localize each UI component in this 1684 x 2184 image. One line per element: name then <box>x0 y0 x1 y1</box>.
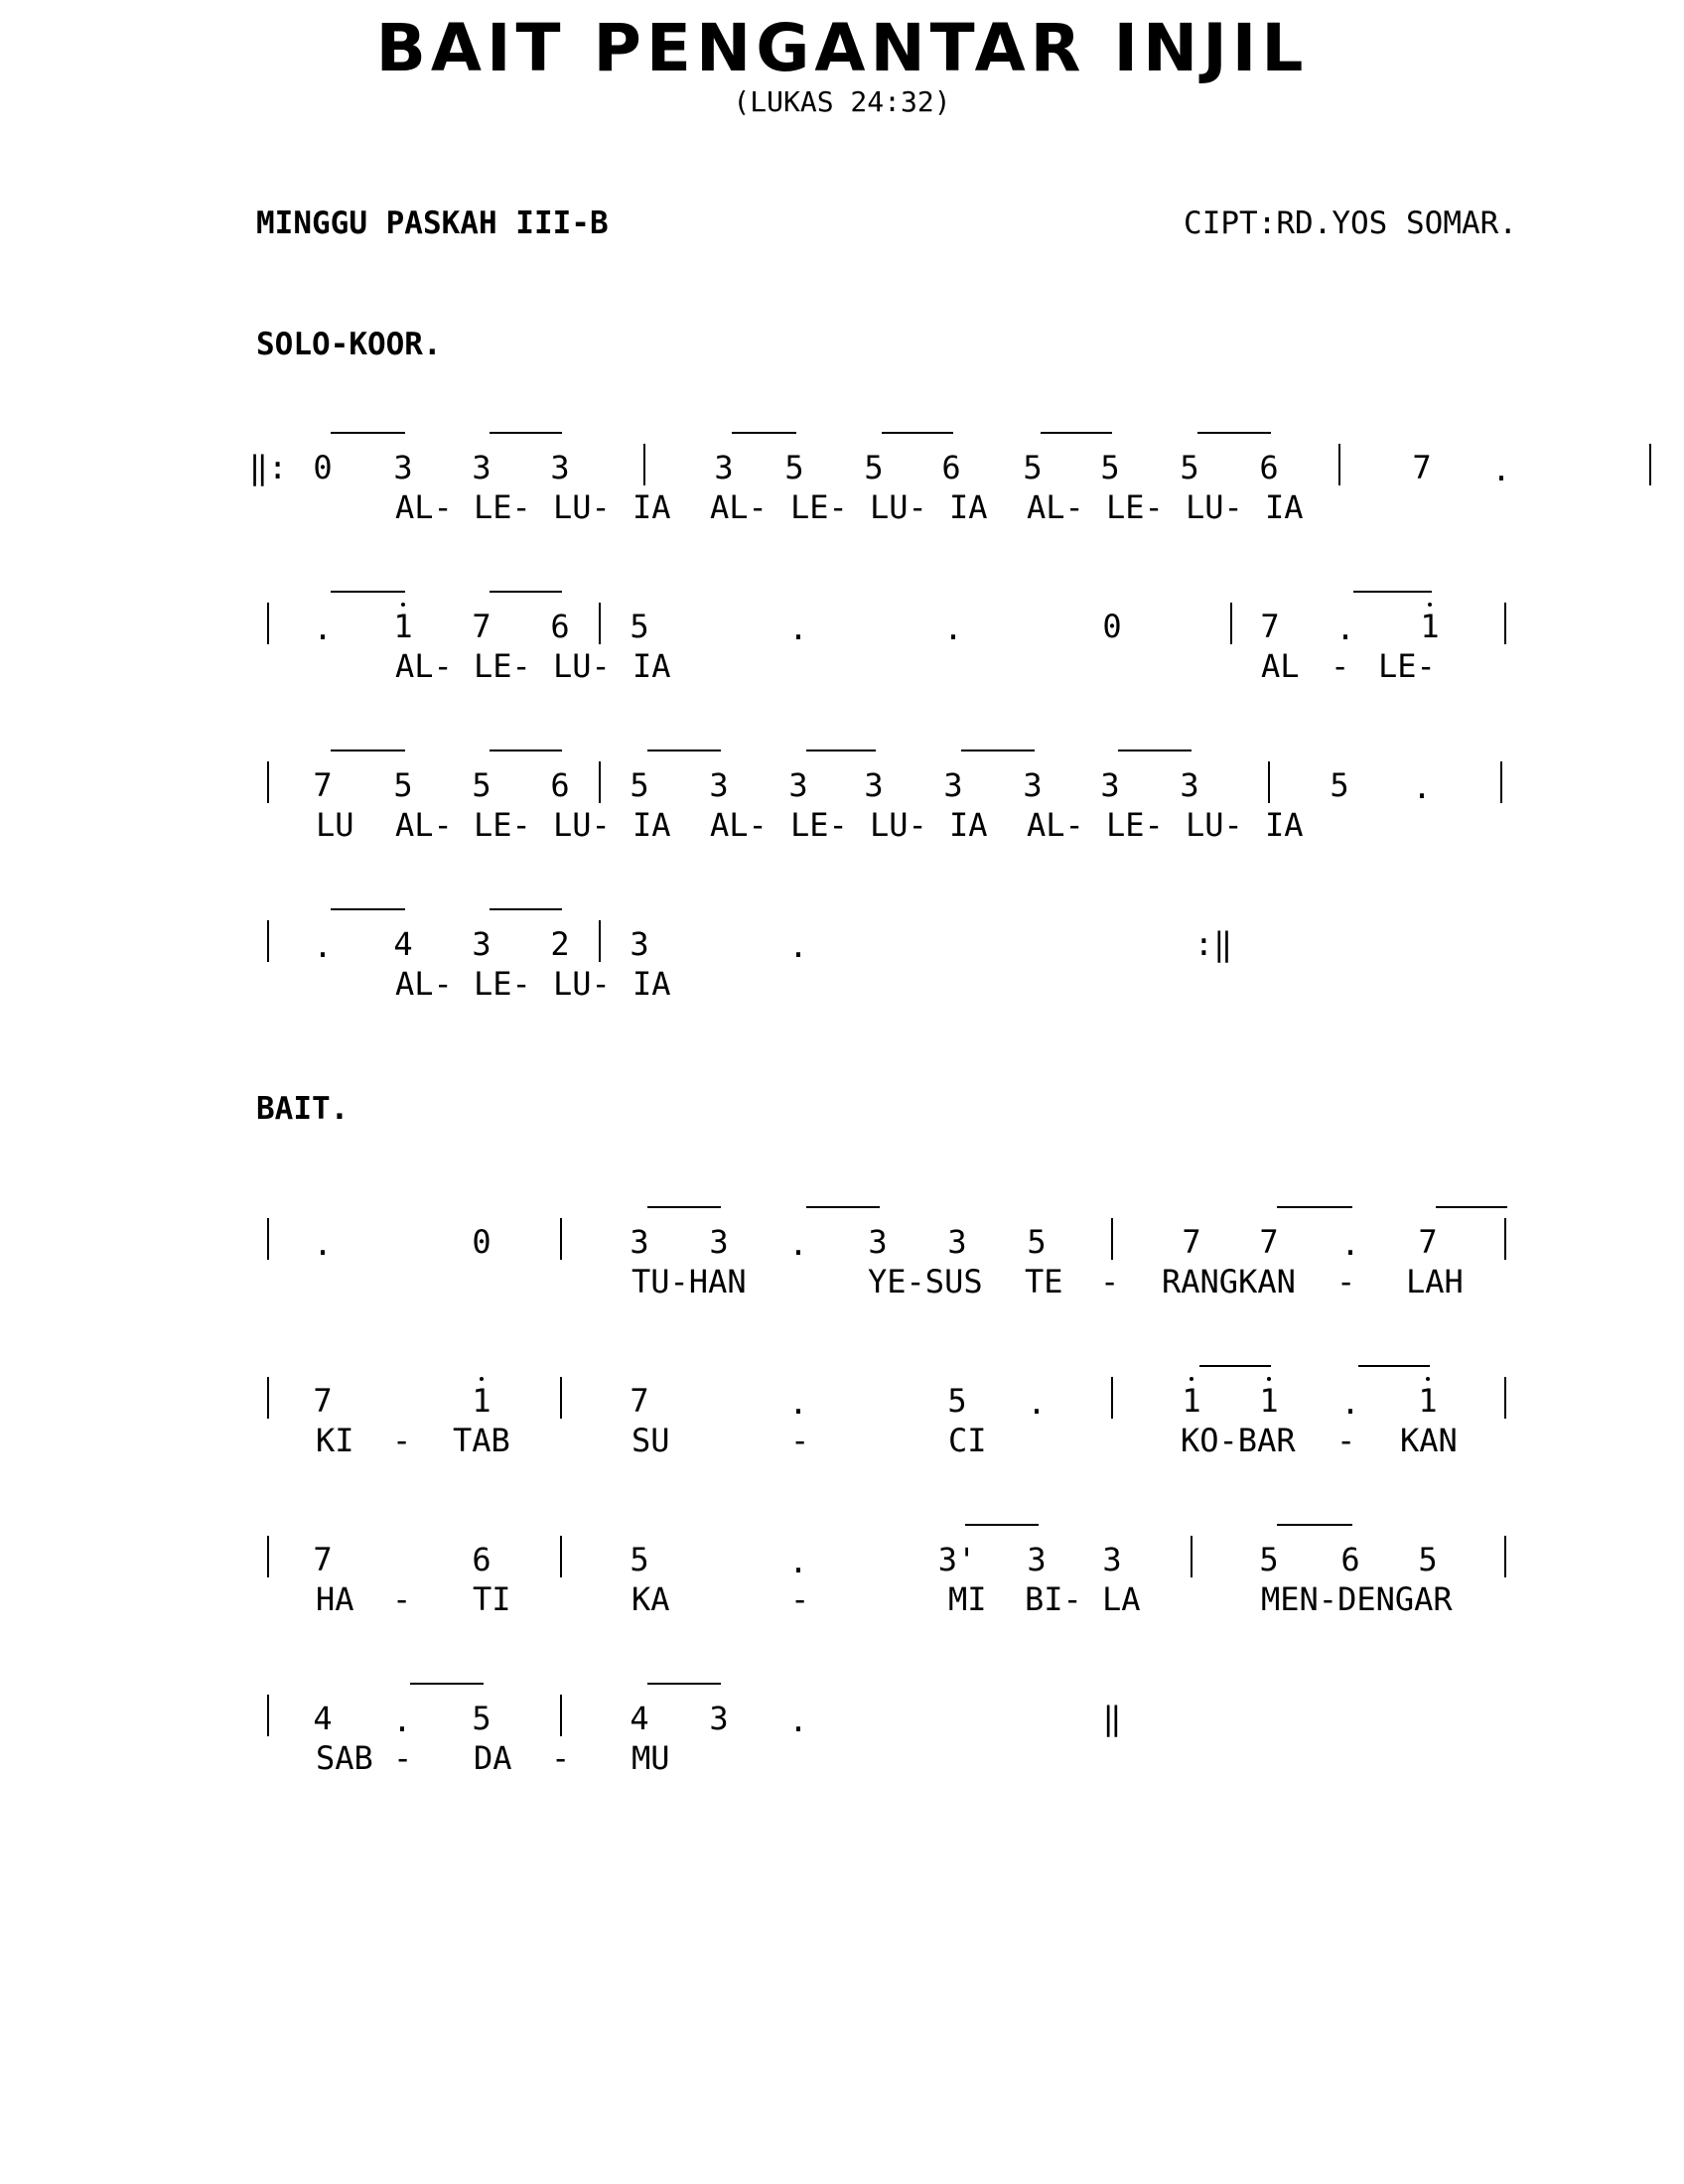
note: 3 <box>1027 1541 1047 1578</box>
lyric-syllable: - <box>790 1422 810 1459</box>
note: 3 <box>943 766 963 804</box>
note: 6 <box>472 1541 491 1578</box>
barline <box>267 603 269 644</box>
lyric-syllable: LE- <box>474 647 531 685</box>
barline <box>267 1377 269 1419</box>
octave-dot <box>401 603 405 607</box>
lyric-syllable: - <box>1100 1263 1120 1300</box>
barline <box>643 444 645 485</box>
lyric-syllable: MEN-DENGAR <box>1261 1580 1453 1618</box>
note: 5 <box>864 449 884 486</box>
note: 3 <box>868 1223 888 1261</box>
note: 1 <box>393 608 413 645</box>
lyric-syllable: SU <box>632 1422 670 1459</box>
repeat-sign: ‖ <box>1102 1700 1122 1737</box>
lyric-syllable: IA <box>949 488 988 526</box>
note: 3 <box>1102 1541 1122 1578</box>
note: . <box>788 927 808 965</box>
note: 1 <box>1259 1382 1279 1420</box>
barline <box>267 1218 269 1260</box>
note: . <box>788 1543 808 1580</box>
note: 3' <box>937 1541 977 1578</box>
note: 3 <box>1100 766 1120 804</box>
lyric-syllable: AL- <box>1027 488 1084 526</box>
lyric-syllable: - <box>393 1739 413 1777</box>
note: 4 <box>313 1700 333 1737</box>
lyric-syllable: LE- <box>1378 647 1436 685</box>
note: 3 <box>550 449 570 486</box>
barline <box>599 603 601 644</box>
octave-dot <box>1426 1377 1430 1381</box>
note: 5 <box>1180 449 1199 486</box>
section-label-bait: BAIT. <box>256 1091 350 1127</box>
note: 3 <box>472 925 491 963</box>
note: 5 <box>784 449 804 486</box>
repeat-sign: ‖: <box>248 449 288 486</box>
lyric-syllable: LE- <box>1106 488 1164 526</box>
lyric-syllable: AL- <box>710 806 768 844</box>
beam-line <box>1436 1206 1507 1208</box>
note: 1 <box>472 1382 491 1420</box>
lyric-syllable: HA <box>316 1580 354 1618</box>
lyric-syllable: IA <box>632 647 671 685</box>
note: . <box>1335 610 1355 647</box>
beam-line <box>331 750 405 751</box>
lyric-syllable: KI <box>316 1422 354 1459</box>
lyric-syllable: SAB <box>316 1739 373 1777</box>
note: 3 <box>472 449 491 486</box>
note: 0 <box>472 1223 491 1261</box>
lyric-syllable: LE- <box>474 965 531 1003</box>
beam-line <box>1199 1365 1271 1367</box>
note: . <box>788 1384 808 1422</box>
note: 5 <box>630 608 649 645</box>
lyric-syllable: RANGKAN <box>1162 1263 1296 1300</box>
note: . <box>788 610 808 647</box>
note: . <box>1340 1384 1360 1422</box>
lyric-syllable: LU- <box>553 647 611 685</box>
octave-dot <box>480 1377 484 1381</box>
barline <box>267 920 269 962</box>
barline <box>1191 1536 1193 1577</box>
barline <box>1504 1536 1506 1577</box>
beam-line <box>1358 1365 1430 1367</box>
beam-line <box>1277 1524 1352 1526</box>
lyric-syllable: LU- <box>870 806 927 844</box>
note: 3 <box>788 766 808 804</box>
barline <box>267 1536 269 1577</box>
note: 7 <box>1418 1223 1438 1261</box>
octave-dot <box>1428 603 1432 607</box>
note: 5 <box>630 766 649 804</box>
note: 2 <box>550 925 570 963</box>
note: 5 <box>1100 449 1120 486</box>
lyric-syllable: LE- <box>474 806 531 844</box>
lyric-syllable: AL- <box>395 965 453 1003</box>
lyric-syllable: LU- <box>553 965 611 1003</box>
lyric-syllable: TAB <box>453 1422 510 1459</box>
barline <box>599 920 601 962</box>
note: . <box>313 610 333 647</box>
note: . <box>1412 768 1432 806</box>
lyric-syllable: KA <box>632 1580 670 1618</box>
note: 7 <box>472 608 491 645</box>
lyric-syllable: TI <box>473 1580 511 1618</box>
note: 7 <box>630 1382 649 1420</box>
note: 3 <box>709 766 729 804</box>
barline <box>1230 603 1232 644</box>
beam-line <box>806 750 876 751</box>
lyric-syllable: AL <box>1261 647 1300 685</box>
note: 3 <box>864 766 884 804</box>
note: . <box>788 1702 808 1739</box>
lyric-syllable: LE- <box>1106 806 1164 844</box>
barline <box>560 1377 562 1419</box>
beam-line <box>1197 432 1271 434</box>
note: 7 <box>313 766 333 804</box>
note: 0 <box>1102 608 1122 645</box>
note: 4 <box>393 925 413 963</box>
repeat-sign: :‖ <box>1193 925 1233 963</box>
beam-line <box>410 1683 484 1685</box>
barline <box>1111 1377 1113 1419</box>
beam-line <box>647 1206 721 1208</box>
note: 6 <box>941 449 961 486</box>
lyric-syllable: - <box>392 1422 412 1459</box>
lyric-syllable: LE- <box>790 806 848 844</box>
barline <box>1649 444 1651 485</box>
note: 1 <box>1418 1382 1438 1420</box>
note: 7 <box>1259 1223 1279 1261</box>
note: 6 <box>1259 449 1279 486</box>
lyric-syllable: KO-BAR <box>1181 1422 1296 1459</box>
lyric-syllable: IA <box>1265 806 1304 844</box>
beam-line <box>490 432 562 434</box>
lyric-syllable: IA <box>1265 488 1304 526</box>
barline <box>599 761 601 803</box>
note: . <box>788 1225 808 1263</box>
lyric-syllable: AL- <box>1027 806 1084 844</box>
barline <box>560 1536 562 1577</box>
barline <box>1504 1218 1506 1260</box>
beam-line <box>490 591 562 593</box>
note: 6 <box>550 766 570 804</box>
beam-line <box>1041 432 1112 434</box>
note: 4 <box>630 1700 649 1737</box>
note: 3 <box>947 1223 967 1261</box>
note: 7 <box>313 1541 333 1578</box>
note: 3 <box>630 925 649 963</box>
note: 5 <box>1418 1541 1438 1578</box>
note: . <box>392 1702 412 1739</box>
octave-dot <box>1190 1377 1193 1381</box>
lyric-syllable: LU- <box>553 488 611 526</box>
note: 6 <box>550 608 570 645</box>
lyric-syllable: LU- <box>1186 488 1243 526</box>
liturgical-occasion: MINGGU PASKAH III-B <box>256 205 609 241</box>
note: 7 <box>1260 608 1280 645</box>
note: 0 <box>313 449 333 486</box>
lyric-syllable: - <box>790 1580 810 1618</box>
note: 3 <box>393 449 413 486</box>
barline <box>560 1695 562 1736</box>
note: 5 <box>393 766 413 804</box>
lyric-syllable: AL- <box>395 647 453 685</box>
barline <box>1111 1218 1113 1260</box>
note: . <box>313 1225 333 1263</box>
scripture-reference: (LUKAS 24:32) <box>733 85 951 118</box>
lyric-syllable: LE- <box>474 488 531 526</box>
lyric-syllable: DA <box>474 1739 512 1777</box>
lyric-syllable: - <box>1336 1263 1356 1300</box>
note: 3 <box>1180 766 1199 804</box>
song-title: BAIT PENGANTAR INJIL <box>375 10 1309 86</box>
note: . <box>313 927 333 965</box>
note: 5 <box>630 1541 649 1578</box>
lyric-syllable: LU- <box>553 806 611 844</box>
note: 3 <box>709 1223 729 1261</box>
barline <box>267 761 269 803</box>
beam-line <box>331 908 405 910</box>
note: . <box>1027 1384 1047 1422</box>
beam-line <box>882 432 953 434</box>
lyric-syllable: - <box>392 1580 412 1618</box>
lyric-syllable: LE- <box>790 488 848 526</box>
note: 5 <box>472 766 491 804</box>
lyric-syllable: - <box>1331 647 1350 685</box>
lyric-syllable: LA <box>1102 1580 1141 1618</box>
note: 5 <box>472 1700 491 1737</box>
beam-line <box>490 908 562 910</box>
lyric-syllable: TE <box>1025 1263 1063 1300</box>
beam-line <box>965 1524 1039 1526</box>
barline <box>1504 603 1506 644</box>
barline <box>560 1218 562 1260</box>
lyric-syllable: IA <box>632 806 671 844</box>
barline <box>1504 1377 1506 1419</box>
note: . <box>943 610 963 647</box>
note: 7 <box>1182 1223 1201 1261</box>
lyric-syllable: KAN <box>1400 1422 1458 1459</box>
note: 1 <box>1420 608 1440 645</box>
note: 5 <box>947 1382 967 1420</box>
lyric-syllable: BI- <box>1025 1580 1082 1618</box>
note: 5 <box>1330 766 1349 804</box>
beam-line <box>331 432 405 434</box>
octave-dot <box>1267 1377 1271 1381</box>
lyric-syllable: AL- <box>395 806 453 844</box>
beam-line <box>647 1683 721 1685</box>
beam-line <box>961 750 1035 751</box>
lyric-syllable: LU- <box>1186 806 1243 844</box>
beam-line <box>1118 750 1192 751</box>
beam-line <box>331 591 405 593</box>
lyric-syllable: LAH <box>1406 1263 1464 1300</box>
beam-line <box>490 750 562 751</box>
section-label-solo-koor: SOLO-KOOR. <box>256 327 442 362</box>
lyric-syllable: MI <box>948 1580 987 1618</box>
note: 3 <box>1023 766 1043 804</box>
beam-line <box>647 750 721 751</box>
composer-credit: CIPT:RD.YOS SOMAR. <box>1184 205 1517 241</box>
barline <box>1338 444 1340 485</box>
beam-line <box>806 1206 880 1208</box>
note: 5 <box>1023 449 1043 486</box>
note: 7 <box>1412 449 1432 486</box>
lyric-syllable: AL- <box>395 488 453 526</box>
lyric-syllable: - <box>551 1739 571 1777</box>
note: 1 <box>1182 1382 1201 1420</box>
lyric-syllable: LU- <box>870 488 927 526</box>
lyric-syllable: TU-HAN <box>632 1263 747 1300</box>
beam-line <box>1277 1206 1352 1208</box>
note: 5 <box>1259 1541 1279 1578</box>
lyric-syllable: - <box>1336 1422 1356 1459</box>
lyric-syllable: IA <box>632 488 671 526</box>
note: 3 <box>630 1223 649 1261</box>
lyric-syllable: IA <box>632 965 671 1003</box>
beam-line <box>1353 591 1432 593</box>
lyric-syllable: YE-SUS <box>868 1263 983 1300</box>
note: 3 <box>714 449 734 486</box>
lyric-syllable: CI <box>948 1422 987 1459</box>
lyric-syllable: IA <box>949 806 988 844</box>
note: 7 <box>313 1382 333 1420</box>
barline <box>1268 761 1270 803</box>
lyric-syllable: LU <box>316 806 354 844</box>
barline <box>267 1695 269 1736</box>
lyric-syllable: MU <box>632 1739 670 1777</box>
note: 3 <box>709 1700 729 1737</box>
barline <box>1500 761 1502 803</box>
lyric-syllable: AL- <box>710 488 768 526</box>
note: . <box>1340 1225 1360 1263</box>
note: 5 <box>1027 1223 1047 1261</box>
note: 6 <box>1340 1541 1360 1578</box>
note: . <box>1491 451 1511 488</box>
beam-line <box>732 432 796 434</box>
